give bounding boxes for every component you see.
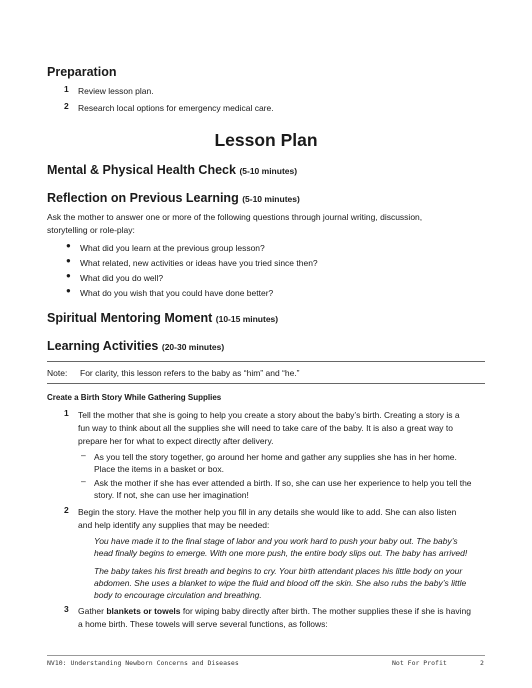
- quote1-line-2: head finally begins to emerge. With one more push, the entire body slips out. The baby has arrived!: [94, 548, 468, 558]
- quote2-line-2: abdomen. She uses a blanket to wipe the fluid and blood off the skin. She also rubs the baby’s little: [94, 578, 467, 588]
- footer-course: NV10: Understanding Newborn Concerns and Diseases: [47, 659, 239, 667]
- note-label: Note:: [47, 368, 68, 378]
- step3-pre: Gather: [78, 606, 107, 616]
- reflection-title: Reflection on Previous Learning: [47, 191, 239, 205]
- step2-line-1: Begin the story. Have the mother help you fill in any details she would like to add. She can also listen: [78, 507, 457, 517]
- bullet-icon: ●: [66, 286, 71, 295]
- spiritual-heading: [47, 311, 278, 325]
- step3-bold: blankets or towels: [106, 606, 181, 616]
- step3-line-2: a home birth. These towels will serve several functions, as follows:: [78, 619, 328, 629]
- note-text: For clarity, this lesson refers to the baby as “him” and “he.”: [80, 368, 300, 378]
- step-num-1: 1: [64, 408, 69, 418]
- health-check-title: Mental & Physical Health Check: [47, 163, 236, 177]
- quote2-line-3: body to encourage circulation and breathing.: [94, 590, 262, 600]
- step3-line-1: [78, 604, 471, 618]
- reflection-intro-2: storytelling or role-play:: [47, 225, 135, 235]
- lesson-plan-title: Lesson Plan: [214, 130, 318, 150]
- prep-num-2: 2: [64, 101, 69, 111]
- sub1-line-1: As you tell the story together, go around her home and gather any supplies she has in her home.: [94, 452, 457, 462]
- learning-heading: [47, 339, 224, 353]
- spiritual-title: Spiritual Mentoring Moment: [47, 311, 213, 325]
- dash-icon: –: [81, 476, 86, 486]
- quote2-line-1: The baby takes his first breath and begins to cry. Your birth attendant places his little body on your: [94, 566, 463, 576]
- quote1-line-1: You have made it to the final stage of labor and you work hard to push your baby out. The baby’s: [94, 536, 458, 546]
- bullet-icon: ●: [66, 271, 71, 280]
- learning-title: Learning Activities: [47, 339, 159, 353]
- step-num-2: 2: [64, 505, 69, 515]
- prep-num-1: 1: [64, 84, 69, 94]
- bullet-icon: ●: [66, 256, 71, 265]
- bullet-icon: ●: [66, 241, 71, 250]
- reflection-intro-1: Ask the mother to answer one or more of the following questions through journal writing, discussion,: [47, 212, 423, 222]
- step2-line-2: and help identify any supplies that may be needed:: [78, 520, 270, 530]
- prep-item-2: Research local options for emergency medical care.: [78, 103, 274, 113]
- learning-time: (20-30 minutes): [161, 342, 225, 352]
- step3-post: for wiping baby directly after birth. The mother supplies these if she is having: [180, 606, 471, 616]
- note-rule-bottom: [47, 383, 485, 384]
- reflection-time: (5-10 minutes): [242, 194, 300, 204]
- step-num-3: 3: [64, 604, 69, 614]
- activity-heading: Create a Birth Story While Gathering Supplies: [47, 393, 222, 402]
- reflection-bullet-4: What do you wish that you could have done better?: [80, 288, 274, 298]
- reflection-bullet-1: What did you learn at the previous group lesson?: [80, 243, 265, 253]
- spiritual-time: (10-15 minutes): [215, 314, 279, 324]
- reflection-bullet-2: What related, new activities or ideas have you tried since then?: [80, 258, 318, 268]
- dash-icon: –: [81, 450, 86, 460]
- sub2-line-1: Ask the mother if she has ever attended a birth. If so, she can use her experience to help you tell the: [94, 478, 472, 488]
- health-check-heading: [47, 163, 297, 177]
- health-check-time: (5-10 minutes): [239, 166, 298, 176]
- prep-item-1: Review lesson plan.: [78, 86, 154, 96]
- sub2-line-2: story. If not, she can use her imagination!: [94, 490, 249, 500]
- step1-line-2: fun way to think about all the supplies she will need to take care of the baby. It is also a great way to: [78, 423, 454, 433]
- sub1-line-2: Place the items in a basket or box.: [94, 464, 224, 474]
- note-rule-top: [47, 361, 485, 362]
- step1-line-1: Tell the mother that she is going to help you create a story about the baby’s birth. Creating a story is a: [78, 410, 460, 420]
- footer-notice: Not For Profit: [392, 659, 447, 667]
- step1-line-3: prepare her for what to expect directly after delivery.: [78, 436, 274, 446]
- preparation-heading: Preparation: [47, 65, 117, 79]
- page-number: 2: [480, 659, 484, 667]
- footer-rule: [47, 655, 485, 656]
- reflection-bullet-3: What did you do well?: [80, 273, 164, 283]
- reflection-heading: [47, 191, 300, 205]
